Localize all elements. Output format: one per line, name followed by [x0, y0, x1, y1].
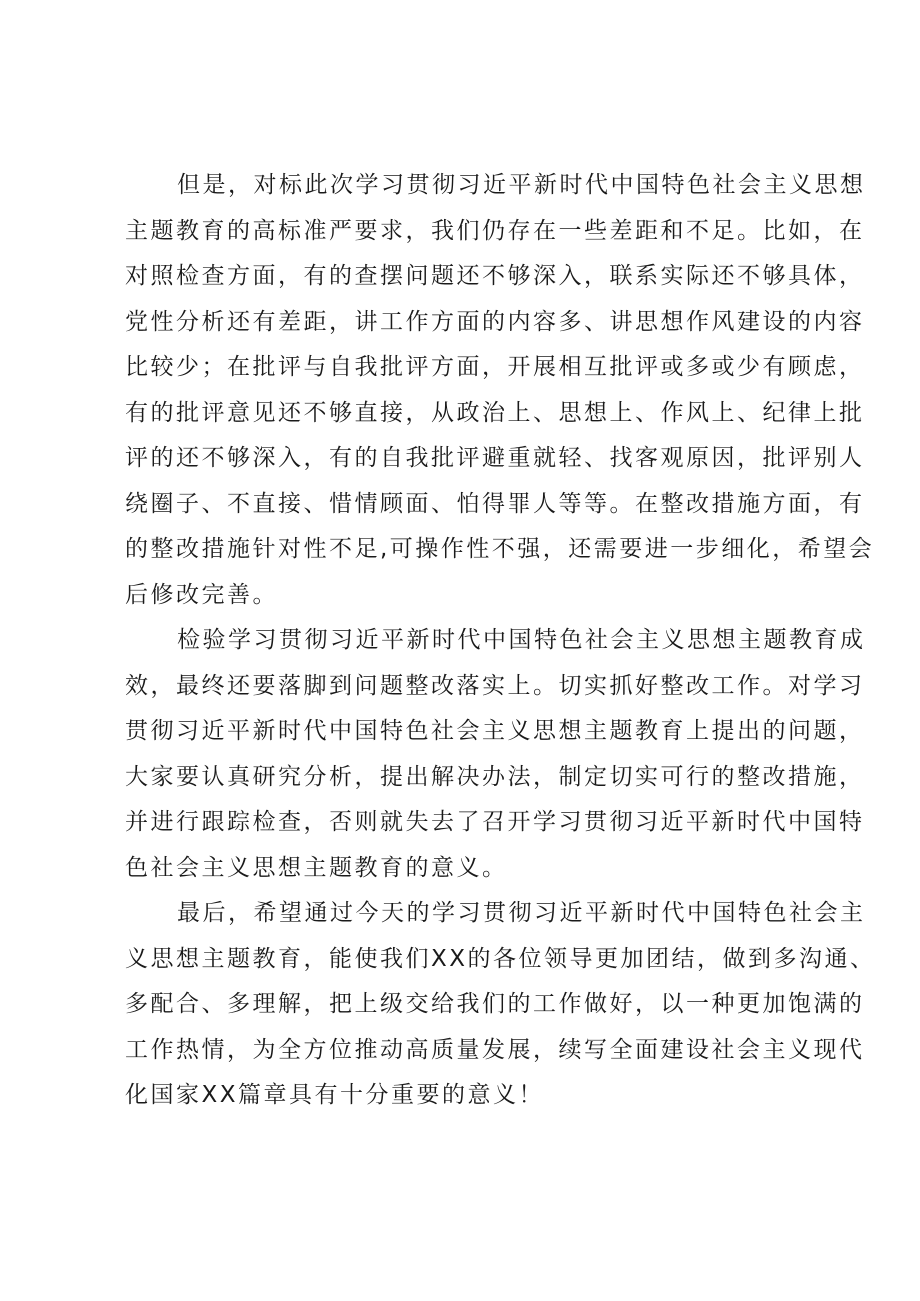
text-line: 比较少；在批评与自我批评方面，开展相互批评或多或少有顾虑， — [125, 354, 865, 380]
text-line: 最后，希望通过今天的学习贯彻习近平新时代中国特色社会主 — [177, 900, 866, 926]
text-line: 检验学习贯彻习近平新时代中国特色社会主义思想主题教育成 — [177, 627, 866, 653]
text-line: 多配合、多理解，把上级交给我们的工作做好，以一种更加饱满的 — [125, 991, 865, 1017]
text-line: 有的批评意见还不够直接，从政治上、思想上、作风上、纪律上批 — [125, 399, 865, 426]
text-line: 效，最终还要落脚到问题整改落实上。切实抓好整改工作。对学习 — [125, 672, 865, 699]
paragraph-rectification — [125, 618, 866, 891]
text-line: 色社会主义思想主题教育的意义。 — [125, 854, 508, 881]
paragraph-shortcomings — [125, 163, 875, 618]
text-line: 主题教育的高标准严要求，我们仍存在一些差距和不足。比如，在 — [125, 217, 865, 244]
text-line: 党性分析还有差距，讲工作方面的内容多、讲思想作风建设的内容 — [125, 308, 865, 335]
text-line: 的整改措施针对性不足,可操作性不强，还需要进一步细化，希望会 — [125, 536, 875, 562]
text-line: 对照检查方面，有的查摆问题还不够深入，联系实际还不够具体， — [125, 263, 865, 289]
text-line: 义思想主题教育，能使我们XX的各位领导更加团结，做到多沟通、 — [125, 945, 876, 972]
text-line: 大家要认真研究分析，提出解决办法，制定切实可行的整改措施， — [125, 763, 865, 790]
text-line: 工作热情，为全方位推动高质量发展，续写全面建设社会主义现代 — [125, 1036, 865, 1063]
text-line: 后修改完善。 — [125, 581, 278, 608]
text-line: 并进行跟踪检查，否则就失去了召开学习贯彻习近平新时代中国特 — [125, 809, 865, 835]
text-line: 贯彻习近平新时代中国特色社会主义思想主题教育上提出的问题， — [125, 718, 865, 744]
document-body — [125, 163, 876, 1119]
text-line: 化国家XX篇章具有十分重要的意义！ — [125, 1082, 545, 1108]
text-line: 评的还不够深入，有的自我批评避重就轻、找客观原因，批评别人 — [125, 445, 865, 471]
paragraph-conclusion — [125, 891, 876, 1119]
text-line: 绕圈子、不直接、惜情顾面、怕得罪人等等。在整改措施方面，有 — [125, 490, 865, 517]
text-line: 但是，对标此次学习贯彻习近平新时代中国特色社会主义思想 — [177, 172, 866, 198]
